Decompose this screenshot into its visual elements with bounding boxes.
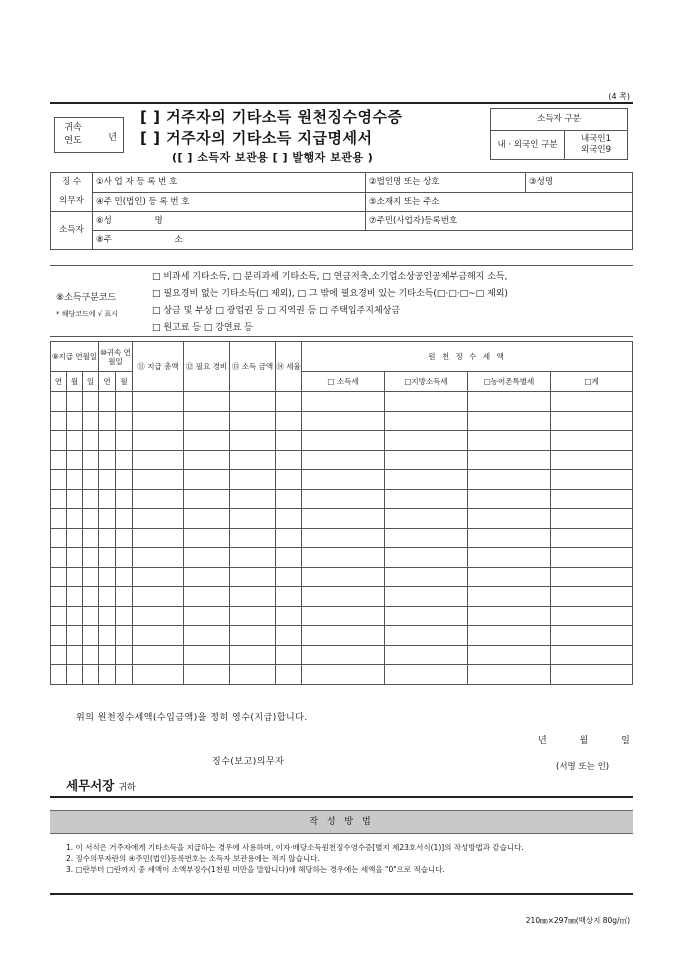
table-cell[interactable] — [468, 665, 551, 685]
foreign-option[interactable]: 외국인9 — [580, 145, 612, 155]
table-cell[interactable] — [551, 392, 633, 412]
table-row — [51, 509, 633, 529]
withholder-address-field[interactable]: ⑤소재지 또는 주소 — [366, 192, 633, 212]
table-cell[interactable] — [133, 450, 184, 470]
table-cell[interactable] — [99, 665, 116, 685]
table-cell[interactable] — [99, 626, 116, 646]
table-cell[interactable] — [276, 606, 302, 626]
table-cell[interactable] — [67, 411, 83, 431]
table-cell[interactable] — [133, 509, 184, 529]
table-cell[interactable] — [133, 489, 184, 509]
table-cell[interactable] — [551, 431, 633, 451]
pay-month-header: 월 — [67, 372, 83, 392]
paper-size-note: 210㎜×297㎜(백상지 80g/㎡) — [525, 916, 630, 925]
table-cell[interactable] — [116, 431, 133, 451]
table-cell[interactable] — [99, 645, 116, 665]
table-cell[interactable] — [385, 528, 468, 548]
attr-month-header: 월 — [116, 372, 133, 392]
table-cell[interactable] — [51, 528, 67, 548]
domestic-option[interactable]: 내국인1 — [580, 134, 612, 144]
table-cell[interactable] — [230, 548, 276, 568]
table-cell[interactable] — [116, 567, 133, 587]
table-cell[interactable] — [230, 509, 276, 529]
income-code-section — [50, 265, 633, 337]
table-cell[interactable] — [302, 470, 385, 490]
instructions-header: 작 성 방 법 — [50, 810, 633, 834]
table-cell[interactable] — [276, 587, 302, 607]
table-row — [51, 626, 633, 646]
table-cell[interactable] — [133, 567, 184, 587]
table-cell[interactable] — [116, 606, 133, 626]
addressee — [66, 776, 136, 794]
table-cell[interactable] — [468, 450, 551, 470]
table-cell[interactable] — [302, 645, 385, 665]
table-cell[interactable] — [276, 626, 302, 646]
table-cell[interactable] — [133, 411, 184, 431]
table-cell[interactable] — [184, 548, 230, 568]
table-cell[interactable] — [116, 645, 133, 665]
earner-classification-box — [490, 108, 628, 160]
table-cell[interactable] — [385, 411, 468, 431]
table-cell[interactable] — [83, 509, 99, 529]
table-cell[interactable] — [468, 548, 551, 568]
table-cell[interactable] — [468, 431, 551, 451]
payment-detail-rows — [51, 392, 633, 685]
attribution-year-label: 귀속 연도 — [64, 123, 82, 146]
table-cell[interactable] — [67, 470, 83, 490]
instruction-item: 1. 이 서식은 거주자에게 기타소득을 지급하는 경우에 사용하며, 이자·배당소득원천징수영수증[별지 제23호서식(1)]의 작성방법과 같습니다. — [66, 843, 524, 852]
table-cell[interactable] — [230, 626, 276, 646]
table-cell[interactable] — [385, 587, 468, 607]
table-cell[interactable] — [385, 548, 468, 568]
table-cell[interactable] — [116, 548, 133, 568]
table-cell[interactable] — [116, 392, 133, 412]
table-row — [51, 548, 633, 568]
table-cell[interactable] — [83, 528, 99, 548]
table-cell[interactable] — [551, 489, 633, 509]
table-cell[interactable] — [276, 489, 302, 509]
addressee-title: 세무서장 — [66, 778, 115, 793]
table-cell[interactable] — [67, 392, 83, 412]
table-cell[interactable] — [99, 606, 116, 626]
divider — [50, 796, 633, 798]
table-cell[interactable] — [276, 411, 302, 431]
table-row — [51, 665, 633, 685]
classification-header: 소득자 구분 — [491, 109, 628, 131]
table-cell[interactable] — [385, 665, 468, 685]
table-cell[interactable] — [67, 645, 83, 665]
receipt-statement: 위의 원천징수세액(수입금액)을 정히 영수(지급)합니다. — [76, 713, 308, 723]
withholder-label-a: 징 수 — [61, 177, 82, 187]
table-cell[interactable] — [99, 567, 116, 587]
table-cell[interactable] — [551, 470, 633, 490]
table-cell[interactable] — [67, 528, 83, 548]
income-code-note: * 해당코드에 √ 표시 — [56, 310, 118, 318]
table-cell[interactable] — [116, 665, 133, 685]
table-cell[interactable] — [184, 626, 230, 646]
table-row — [51, 431, 633, 451]
table-cell[interactable] — [230, 470, 276, 490]
table-cell[interactable] — [551, 411, 633, 431]
instruction-item: 3. □란부터 □란까지 중 세액이 소액부징수(1천원 미만을 말합니다)에 해당하는 경우에는 세액을 "0"으로 적습니다. — [66, 865, 445, 874]
table-cell[interactable] — [116, 470, 133, 490]
withholder-label-b: 의무자 — [59, 196, 84, 206]
table-cell[interactable] — [551, 645, 633, 665]
table-cell[interactable] — [51, 392, 67, 412]
table-cell[interactable] — [551, 606, 633, 626]
table-cell[interactable] — [51, 470, 67, 490]
resident-reg-number-field[interactable]: ④주 민(법인) 등 록 번 호 — [93, 192, 366, 212]
company-name-field[interactable]: ②법인명 또는 상호 — [366, 173, 526, 193]
table-cell[interactable] — [99, 509, 116, 529]
table-cell[interactable] — [184, 587, 230, 607]
table-cell[interactable] — [133, 626, 184, 646]
withholder-earner-table — [50, 172, 633, 250]
table-cell[interactable] — [184, 431, 230, 451]
table-cell[interactable] — [83, 392, 99, 412]
table-cell[interactable] — [230, 411, 276, 431]
table-cell[interactable] — [83, 626, 99, 646]
table-cell[interactable] — [51, 509, 67, 529]
title-receipt: [ ] 거주자의 기타소득 원천징수영수증 — [140, 108, 403, 126]
table-cell[interactable] — [385, 450, 468, 470]
table-row — [51, 587, 633, 607]
table-cell[interactable] — [67, 587, 83, 607]
table-cell[interactable] — [133, 665, 184, 685]
table-cell[interactable] — [302, 450, 385, 470]
pay-year-header: 연 — [51, 372, 67, 392]
table-cell[interactable] — [67, 548, 83, 568]
table-cell[interactable] — [184, 489, 230, 509]
table-cell[interactable] — [133, 587, 184, 607]
withholding-agent-label: 징수(보고)의무자 — [212, 757, 285, 767]
table-cell[interactable] — [133, 548, 184, 568]
attribution-year-box[interactable] — [54, 117, 124, 153]
withholder-name-field[interactable]: ③성명 — [526, 173, 633, 193]
pay-date-header: ⑨지급 연월일 — [51, 342, 99, 372]
table-cell[interactable] — [51, 489, 67, 509]
income-code-option-line[interactable]: □ 원고료 등 □ 강연료 등 — [152, 323, 253, 333]
instructions-list — [66, 842, 626, 875]
table-cell[interactable] — [230, 645, 276, 665]
table-cell[interactable] — [51, 645, 67, 665]
table-row — [51, 411, 633, 431]
tax-sum-header: □계 — [551, 372, 633, 392]
table-cell[interactable] — [302, 567, 385, 587]
table-cell[interactable] — [116, 626, 133, 646]
rural-special-tax-header: □농어촌특별세 — [468, 372, 551, 392]
income-tax-header: □ 소득세 — [302, 372, 385, 392]
table-cell[interactable] — [468, 606, 551, 626]
table-cell[interactable] — [133, 528, 184, 548]
table-cell[interactable] — [67, 606, 83, 626]
attr-year-header: 연 — [99, 372, 116, 392]
nationality-label: 내 · 외국인 구분 — [491, 131, 565, 160]
table-cell[interactable] — [230, 528, 276, 548]
table-cell[interactable] — [276, 470, 302, 490]
earner-name-field[interactable]: ⑥성 명 — [93, 212, 366, 231]
table-cell[interactable] — [551, 626, 633, 646]
table-cell[interactable] — [99, 411, 116, 431]
table-cell[interactable] — [51, 411, 67, 431]
pay-day-header: 일 — [83, 372, 99, 392]
table-cell[interactable] — [133, 470, 184, 490]
total-payment-header: ⑪ 지급 총액 — [133, 342, 184, 392]
table-cell[interactable] — [83, 411, 99, 431]
table-cell[interactable] — [276, 431, 302, 451]
table-cell[interactable] — [83, 431, 99, 451]
table-cell[interactable] — [468, 528, 551, 548]
earner-label: 소득자 — [51, 212, 93, 250]
table-cell[interactable] — [184, 606, 230, 626]
table-cell[interactable] — [51, 626, 67, 646]
table-cell[interactable] — [468, 626, 551, 646]
table-cell[interactable] — [230, 587, 276, 607]
table-cell[interactable] — [67, 626, 83, 646]
table-cell[interactable] — [116, 528, 133, 548]
table-cell[interactable] — [184, 470, 230, 490]
table-cell[interactable] — [99, 470, 116, 490]
table-cell[interactable] — [302, 626, 385, 646]
table-cell[interactable] — [99, 431, 116, 451]
table-cell[interactable] — [302, 392, 385, 412]
table-cell[interactable] — [468, 489, 551, 509]
table-cell[interactable] — [184, 450, 230, 470]
table-cell[interactable] — [67, 567, 83, 587]
addressee-suffix: 귀하 — [118, 783, 136, 793]
table-cell[interactable] — [184, 411, 230, 431]
table-cell[interactable] — [51, 431, 67, 451]
table-cell[interactable] — [116, 411, 133, 431]
table-cell[interactable] — [116, 489, 133, 509]
table-row — [51, 567, 633, 587]
table-cell[interactable] — [99, 528, 116, 548]
table-cell[interactable] — [99, 450, 116, 470]
table-row — [51, 450, 633, 470]
table-cell[interactable] — [83, 548, 99, 568]
nationality-options[interactable] — [565, 131, 628, 160]
local-income-tax-header: □지방소득세 — [385, 372, 468, 392]
table-row — [51, 528, 633, 548]
attribution-date-header: ⑩귀속 연월일 — [99, 342, 133, 372]
table-row — [51, 392, 633, 412]
table-cell[interactable] — [83, 606, 99, 626]
table-cell[interactable] — [116, 450, 133, 470]
table-cell[interactable] — [230, 450, 276, 470]
table-cell[interactable] — [551, 567, 633, 587]
table-cell[interactable] — [99, 489, 116, 509]
table-cell[interactable] — [51, 606, 67, 626]
table-cell[interactable] — [276, 528, 302, 548]
table-cell[interactable] — [184, 645, 230, 665]
table-cell[interactable] — [385, 431, 468, 451]
income-code-label: ⑧소득구분코드 — [56, 293, 117, 303]
withholder-label — [51, 173, 93, 212]
table-cell[interactable] — [468, 645, 551, 665]
table-row — [51, 470, 633, 490]
title-copy-type: ([ ] 소득자 보관용 [ ] 발행자 보관용 ) — [172, 151, 374, 164]
receipt-date[interactable]: 년 월 일 — [538, 736, 630, 746]
tax-rate-header: ⑭ 세율 — [276, 342, 302, 392]
table-cell[interactable] — [99, 392, 116, 412]
table-cell[interactable] — [83, 665, 99, 685]
earner-address-field[interactable]: ⑧주 소 — [93, 231, 633, 250]
table-cell[interactable] — [99, 587, 116, 607]
signature-field[interactable]: (서명 또는 인) — [556, 762, 610, 772]
table-cell[interactable] — [302, 509, 385, 529]
table-cell[interactable] — [302, 431, 385, 451]
table-cell[interactable] — [230, 489, 276, 509]
table-cell[interactable] — [116, 509, 133, 529]
income-code-options — [152, 269, 508, 337]
table-cell[interactable] — [276, 567, 302, 587]
table-cell[interactable] — [51, 450, 67, 470]
table-cell[interactable] — [83, 645, 99, 665]
table-row — [51, 606, 633, 626]
table-cell[interactable] — [468, 470, 551, 490]
table-cell[interactable] — [83, 450, 99, 470]
table-cell[interactable] — [302, 489, 385, 509]
table-cell[interactable] — [302, 587, 385, 607]
income-code-option-line[interactable]: □ 상금 및 부상 □ 광업권 등 □ 지역권 등 □ 주택입주지체상금 — [152, 306, 401, 316]
payment-detail-table — [50, 341, 633, 685]
table-cell[interactable] — [67, 431, 83, 451]
table-cell[interactable] — [385, 509, 468, 529]
table-cell[interactable] — [184, 392, 230, 412]
table-cell[interactable] — [230, 392, 276, 412]
table-cell[interactable] — [83, 470, 99, 490]
table-cell[interactable] — [184, 528, 230, 548]
divider — [50, 893, 633, 895]
table-cell[interactable] — [551, 450, 633, 470]
table-cell[interactable] — [276, 645, 302, 665]
table-row — [51, 645, 633, 665]
table-cell[interactable] — [276, 509, 302, 529]
table-cell[interactable] — [99, 548, 116, 568]
table-row — [51, 489, 633, 509]
table-cell[interactable] — [551, 528, 633, 548]
table-cell[interactable] — [385, 645, 468, 665]
table-cell[interactable] — [67, 489, 83, 509]
table-cell[interactable] — [276, 450, 302, 470]
table-cell[interactable] — [551, 548, 633, 568]
instruction-item: 2. 징수의무자란의 ④주민(법인)등록번호는 소득자 보관용에는 적지 않습니다. — [66, 854, 320, 863]
table-cell[interactable] — [276, 392, 302, 412]
table-cell[interactable] — [302, 411, 385, 431]
table-cell[interactable] — [551, 587, 633, 607]
table-cell[interactable] — [67, 665, 83, 685]
table-cell[interactable] — [230, 431, 276, 451]
table-cell[interactable] — [51, 587, 67, 607]
year-unit: 년 — [108, 133, 117, 143]
table-cell[interactable] — [133, 645, 184, 665]
table-cell[interactable] — [230, 665, 276, 685]
table-cell[interactable] — [83, 567, 99, 587]
table-cell[interactable] — [83, 587, 99, 607]
table-cell[interactable] — [385, 470, 468, 490]
necessary-expense-header: ⑫ 필요 경비 — [184, 342, 230, 392]
income-code-option-line[interactable]: □ 필요경비 없는 기타소득(□ 제외), □ 그 밖에 필요경비 있는 기타소득(□·□·□~□ 제외) — [152, 289, 508, 299]
table-cell[interactable] — [468, 392, 551, 412]
table-cell[interactable] — [133, 392, 184, 412]
table-cell[interactable] — [51, 567, 67, 587]
income-code-option-line[interactable]: □ 비과세 기타소득, □ 분리과세 기타소득, □ 연금저축,소기업소상공인공제부금해지 소득, — [152, 272, 508, 282]
earner-reg-number-field[interactable]: ⑦주민(사업자)등록번호 — [366, 212, 633, 231]
table-cell[interactable] — [230, 567, 276, 587]
table-cell[interactable] — [302, 665, 385, 685]
table-cell[interactable] — [67, 509, 83, 529]
page-number: (4 쪽) — [608, 92, 630, 101]
table-cell[interactable] — [302, 606, 385, 626]
table-cell[interactable] — [302, 548, 385, 568]
table-cell[interactable] — [468, 411, 551, 431]
table-cell[interactable] — [302, 528, 385, 548]
table-cell[interactable] — [276, 665, 302, 685]
table-cell[interactable] — [276, 548, 302, 568]
table-cell[interactable] — [385, 626, 468, 646]
table-cell[interactable] — [133, 431, 184, 451]
table-cell[interactable] — [468, 587, 551, 607]
table-cell[interactable] — [184, 567, 230, 587]
table-cell[interactable] — [184, 665, 230, 685]
table-cell[interactable] — [385, 392, 468, 412]
income-amount-header: ⑬ 소득 금액 — [230, 342, 276, 392]
table-cell[interactable] — [51, 548, 67, 568]
table-cell[interactable] — [385, 567, 468, 587]
table-cell[interactable] — [51, 665, 67, 685]
table-cell[interactable] — [551, 665, 633, 685]
title-statement: [ ] 거주자의 기타소득 지급명세서 — [140, 129, 373, 147]
table-cell[interactable] — [67, 450, 83, 470]
business-reg-number-field[interactable]: ①사 업 자 등 록 번 호 — [93, 173, 366, 193]
table-cell[interactable] — [133, 606, 184, 626]
table-cell[interactable] — [385, 489, 468, 509]
table-cell[interactable] — [551, 509, 633, 529]
table-cell[interactable] — [230, 606, 276, 626]
header-divider — [50, 102, 633, 104]
table-cell[interactable] — [468, 509, 551, 529]
withholding-tax-header: 원 천 징 수 세 액 — [302, 342, 633, 372]
table-cell[interactable] — [468, 567, 551, 587]
table-cell[interactable] — [83, 489, 99, 509]
table-cell[interactable] — [184, 509, 230, 529]
table-cell[interactable] — [385, 606, 468, 626]
table-cell[interactable] — [116, 587, 133, 607]
